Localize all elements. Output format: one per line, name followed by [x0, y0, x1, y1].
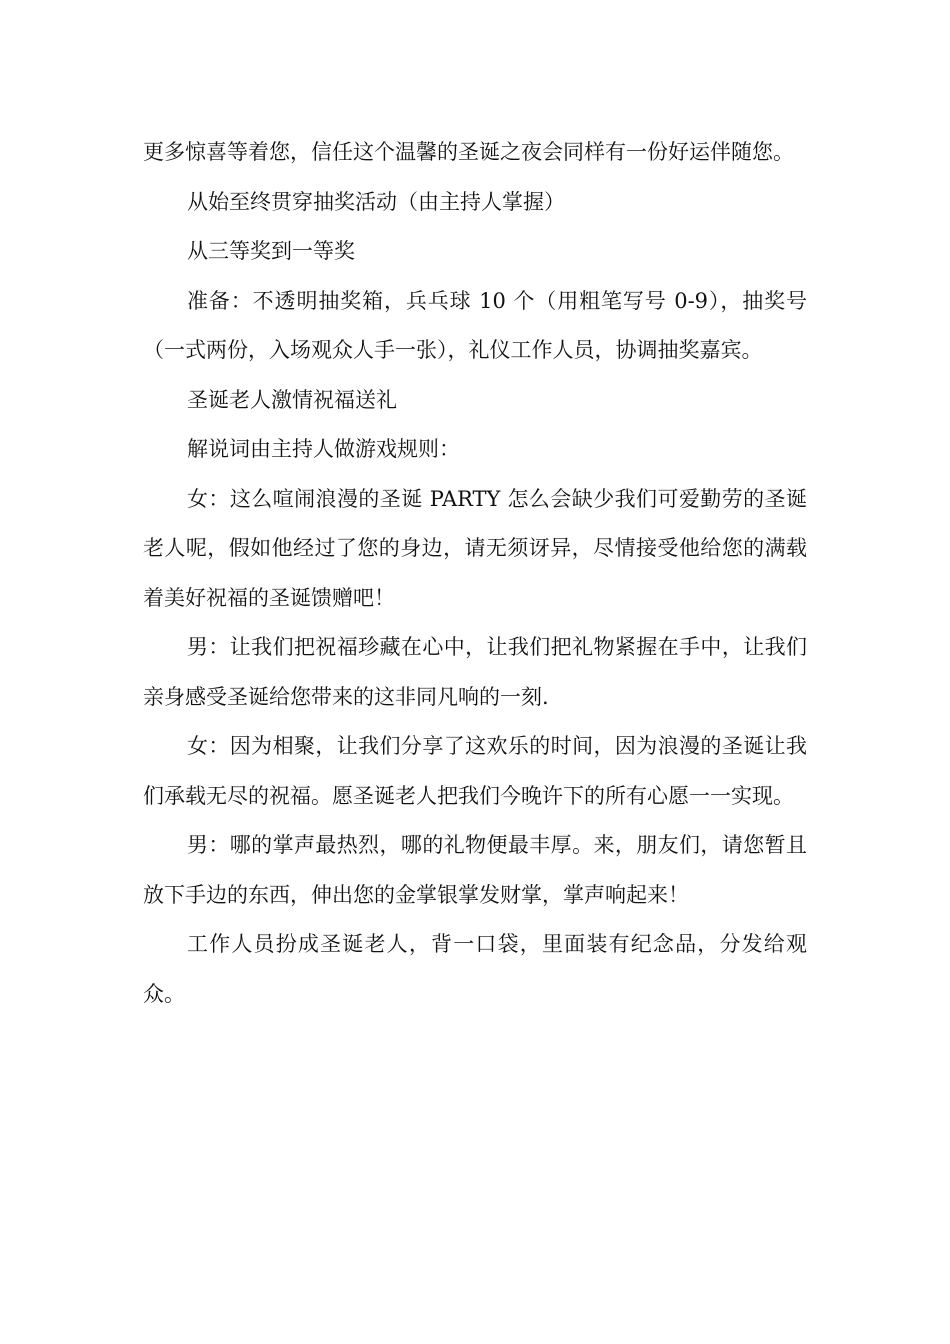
paragraph: 女：这么喧闹浪漫的圣诞 PARTY 怎么会缺少我们可爱勤劳的圣诞老人呢，假如他经过了您的身边，请无须讶异，尽情接受他给您的满载着美好祝福的圣诞馈赠吧！	[143, 486, 807, 610]
paragraph: 女：因为相聚，让我们分享了这欢乐的时间，因为浪漫的圣诞让我们承载无尽的祝福。愿圣诞老人把我们今晚许下的所有心愿一一实现。	[143, 734, 807, 808]
paragraph: 更多惊喜等着您，信任这个温馨的圣诞之夜会同样有一份好运伴随您。	[143, 140, 794, 164]
paragraph: 男：哪的掌声最热烈，哪的礼物便最丰厚。来，朋友们，请您暂且放下手边的东西，伸出您的金掌银掌发财掌，掌声响起来！	[143, 833, 807, 907]
paragraph: 男：让我们把祝福珍藏在心中，让我们把礼物紧握在手中，让我们亲身感受圣诞给您带来的这非同凡响的一刻.	[143, 635, 807, 709]
paragraph: 从始至终贯穿抽奖活动（由主持人掌握）	[187, 189, 565, 214]
document-body	[143, 128, 807, 1019]
paragraph: 准备：不透明抽奖箱，兵乓球 10 个（用粗笔写号 0-9），抽奖号（一式两份，入场观众人手一张），礼仪工作人员，协调抽奖嘉宾。	[143, 288, 807, 362]
paragraph: 圣诞老人激情祝福送礼	[187, 387, 397, 412]
paragraph: 解说词由主持人做游戏规则：	[187, 437, 460, 461]
paragraph: 工作人员扮成圣诞老人，背一口袋，里面装有纪念品，分发给观众。	[143, 932, 807, 1006]
paragraph: 从三等奖到一等奖	[187, 239, 355, 263]
